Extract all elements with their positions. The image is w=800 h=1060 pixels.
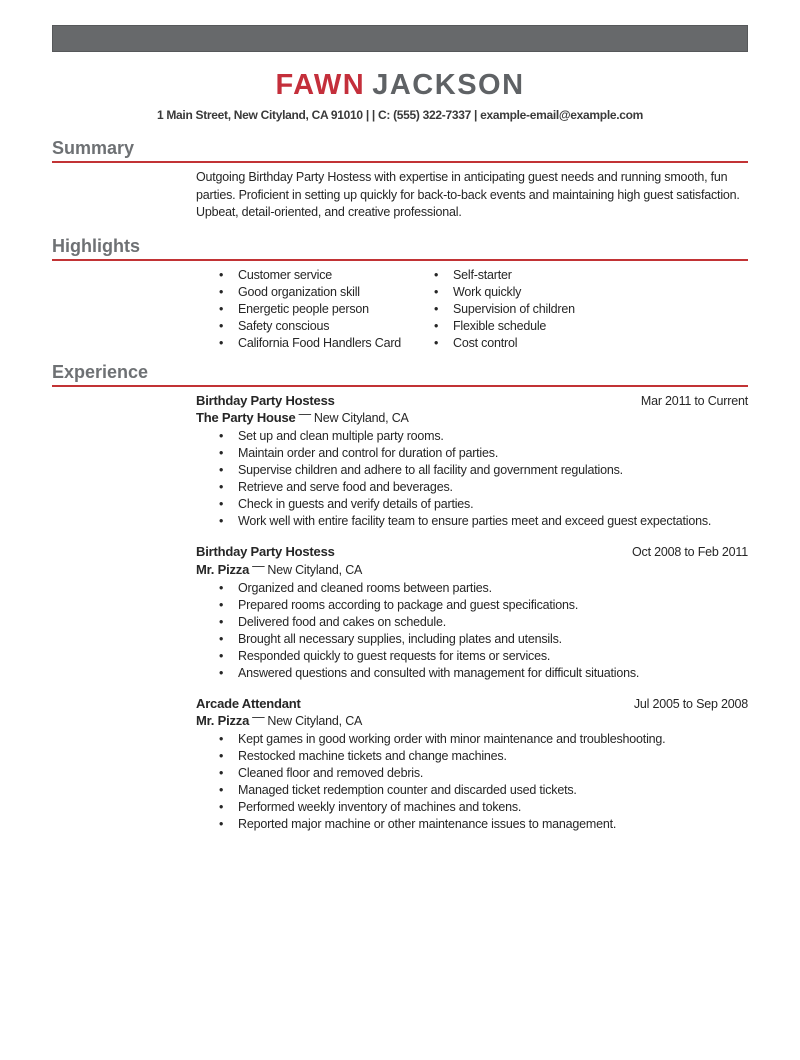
job-duties-list [196, 580, 712, 682]
job-title: Arcade Attendant [196, 695, 301, 711]
duty-item: • Performed weekly inventory of machines and tokens. [196, 799, 712, 816]
duty-item: • Retrieve and serve food and beverages. [196, 479, 712, 496]
duty-item: • Restocked machine tickets and change machines. [196, 748, 712, 765]
company-name: Mr. Pizza [196, 713, 250, 728]
highlight-item: • Flexible schedule [411, 318, 575, 335]
job-entry [52, 544, 748, 682]
duty-item: • Responded quickly to guest requests for items or services. [196, 648, 712, 665]
highlight-item: • Good organization skill [196, 284, 411, 301]
duty-item: • Brought all necessary supplies, including plates and utensils. [196, 631, 712, 648]
contact-line: 1 Main Street, New Cityland, CA 91010 | | C: (555) 322-7337 | example-email@example.com [156, 108, 644, 122]
highlight-item: • Self-starter [411, 267, 575, 284]
summary-text: Outgoing Birthday Party Hostess with expertise in anticipating guest needs and running smooth, fun parties. Proficient in setting up quickly for back-to-back events and maintaining high guest satisfaction. Upbeat, detail-oriented, and creative professional. [196, 170, 740, 219]
job-dates: Oct 2008 to Feb 2011 [632, 545, 748, 559]
job-dates: Jul 2005 to Sep 2008 [633, 696, 748, 711]
candidate-name [52, 68, 748, 102]
job-location: New Cityland, CA [313, 411, 409, 425]
duty-item: • Supervise children and adhere to all facility and government regulations. [196, 462, 712, 479]
highlights-column-2 [411, 267, 575, 352]
duty-item: • Organized and cleaned rooms between parties. [196, 580, 712, 597]
experience-heading: Experience [52, 362, 748, 387]
highlight-item: • Safety conscious [196, 318, 411, 335]
duty-item: • Delivered food and cakes on schedule. [196, 614, 712, 631]
highlight-item: • Supervision of children [411, 301, 575, 318]
duty-item: • Answered questions and consulted with management for difficult situations. [196, 665, 712, 682]
highlights-heading: Highlights [52, 236, 748, 261]
candidate-last-name: JACKSON [372, 69, 525, 101]
highlight-item: • Cost control [411, 335, 575, 352]
company-location-separator: — [252, 558, 265, 573]
job-location: New Cityland, CA [267, 562, 363, 577]
company-name: Mr. Pizza [196, 561, 250, 577]
job-entry [52, 393, 748, 531]
job-dates: Mar 2011 to Current [640, 393, 748, 408]
candidate-first-name: FAWN [275, 69, 366, 101]
duty-item: • Reported major machine or other maintenance issues to management. [196, 816, 712, 833]
highlight-item: • California Food Handlers Card [196, 335, 411, 352]
job-duties-list [196, 731, 712, 833]
duty-item: • Set up and clean multiple party rooms. [196, 428, 712, 445]
job-title: Birthday Party Hostess [196, 392, 335, 408]
duty-item: • Kept games in good working order with minor maintenance and troubleshooting. [196, 731, 712, 748]
job-location: New Cityland, CA [267, 714, 363, 728]
job-duties-list [196, 428, 712, 530]
job-entry [52, 696, 748, 834]
duty-item: • Cleaned floor and removed debris. [196, 765, 712, 782]
company-location-separator: — [252, 710, 265, 724]
highlights-section [196, 267, 748, 352]
job-title: Birthday Party Hostess [196, 544, 335, 559]
highlight-item: • Energetic people person [196, 301, 411, 318]
resume-page [0, 25, 800, 1060]
duty-item: • Work well with entire facility team to ensure parties meet and exceed guest expectations. [196, 513, 712, 530]
highlight-item: • Work quickly [411, 284, 575, 301]
company-name: The Party House [196, 410, 296, 425]
duty-item: • Check in guests and verify details of parties. [196, 496, 712, 513]
duty-item: • Maintain order and control for duration of parties. [196, 445, 712, 462]
header-bar [52, 25, 748, 52]
company-location-separator: — [298, 407, 311, 421]
duty-item: • Prepared rooms according to package and guest specifications. [196, 597, 712, 614]
highlight-item: • Customer service [196, 267, 411, 284]
summary-heading: Summary [52, 138, 748, 163]
duty-item: • Managed ticket redemption counter and discarded used tickets. [196, 782, 712, 799]
highlights-column-1 [196, 267, 411, 352]
